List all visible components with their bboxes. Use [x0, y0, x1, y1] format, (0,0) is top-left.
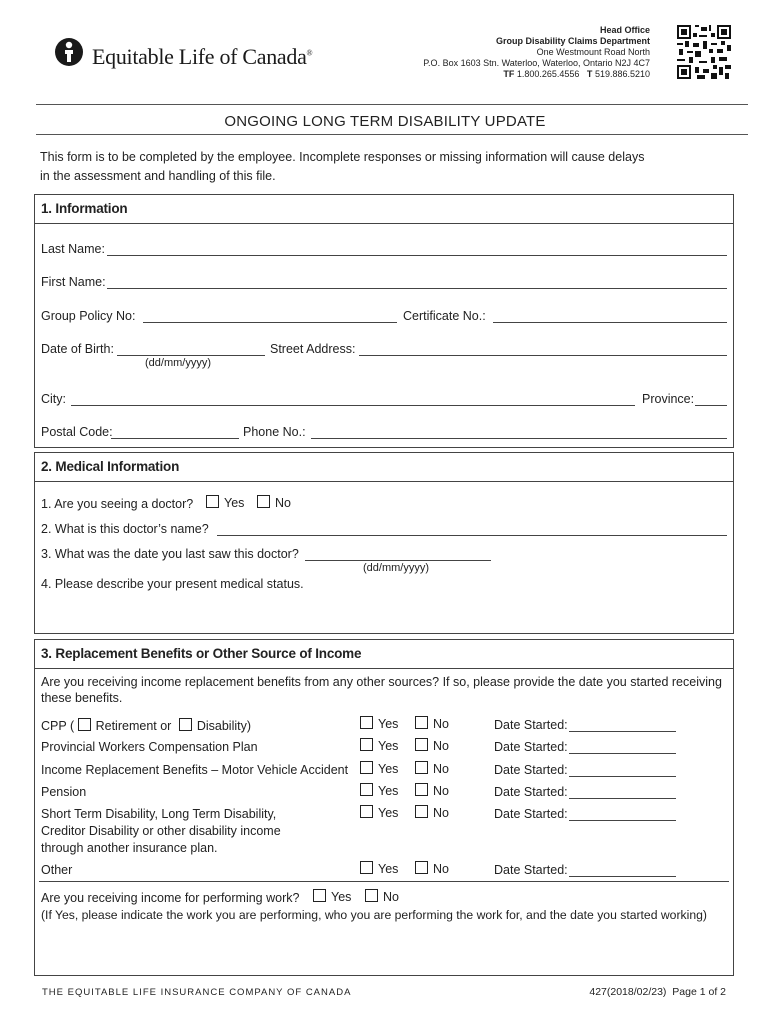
- certificate-field[interactable]: [493, 322, 727, 323]
- q4-label: 4. Please describe your present medical status.: [41, 577, 304, 591]
- cpp-no-checkbox[interactable]: [415, 716, 428, 729]
- footer-page-info: 427(2018/02/23) Page 1 of 2: [589, 986, 726, 998]
- motor-vehicle-no-checkbox[interactable]: [415, 761, 428, 774]
- section-2-title: 2. Medical Information: [41, 459, 180, 474]
- workers-comp-label: Provincial Workers Compensation Plan: [41, 740, 258, 754]
- pension-no-checkbox[interactable]: [415, 783, 428, 796]
- other-label: Other: [41, 863, 73, 877]
- other-date-started-label: Date Started:: [494, 863, 568, 877]
- province-field[interactable]: [695, 405, 727, 406]
- std-ltd-label-line2: Creditor Disability or other disability income: [41, 824, 281, 838]
- form-title: ONGOING LONG TERM DISABILITY UPDATE: [224, 113, 546, 130]
- pension-date-started-label: Date Started:: [494, 785, 568, 799]
- dob-field[interactable]: [117, 355, 265, 356]
- head-office-address: [423, 25, 650, 80]
- form-intro: This form is to be completed by the employee. Incomplete responses or missing information will cause delays in the assessment and handling of this file.: [40, 150, 645, 183]
- qr-code-icon: [677, 25, 731, 79]
- motor-vehicle-label: Income Replacement Benefits – Motor Vehicle Accident: [41, 763, 349, 777]
- work-yes-checkbox[interactable]: [313, 889, 326, 902]
- dob-label: Date of Birth:: [41, 342, 114, 356]
- phone-line: TF 1.800.265.4556 T 519.886.5210: [503, 69, 650, 79]
- q3-format-hint: (dd/mm/yyyy): [363, 562, 429, 574]
- workers-comp-date-field[interactable]: [569, 753, 676, 754]
- header-rule: [36, 104, 748, 105]
- city-label: City:: [41, 392, 66, 406]
- company-logo-text: Equitable Life of Canada®: [92, 44, 313, 69]
- cpp-date-field[interactable]: [569, 731, 676, 732]
- section-information: [34, 194, 734, 448]
- motor-vehicle-date-field[interactable]: [569, 776, 676, 777]
- street-address-field[interactable]: [359, 355, 727, 356]
- last-visit-date-field[interactable]: [305, 560, 491, 561]
- postal-code-label: Postal Code:: [41, 425, 113, 439]
- std-ltd-no-checkbox[interactable]: [415, 805, 428, 818]
- phone-field[interactable]: [311, 438, 727, 439]
- doctor-name-field[interactable]: [217, 535, 727, 536]
- work-note: (If Yes, please indicate the work you are performing, who you are performing the work for, and the date you started working): [41, 908, 707, 922]
- department-name: Group Disability Claims Department: [495, 36, 650, 46]
- address-line2: P.O. Box 1603 Stn. Waterloo, Waterloo, Ontario N2J 4C7: [423, 58, 650, 68]
- q1-yes-checkbox[interactable]: [206, 495, 219, 508]
- q3-label: 3. What was the date you last saw this doctor?: [41, 547, 299, 561]
- std-ltd-date-started-label: Date Started:: [494, 807, 568, 821]
- work-income-question: Are you receiving income for performing work?: [41, 891, 300, 905]
- postal-code-field[interactable]: [111, 438, 239, 439]
- q2-label: 2. What is this doctor’s name?: [41, 522, 209, 536]
- other-date-field[interactable]: [569, 876, 676, 877]
- street-address-label: Street Address:: [270, 342, 356, 356]
- workers-comp-date-started-label: Date Started:: [494, 740, 568, 754]
- std-ltd-label-line1: Short Term Disability, Long Term Disability,: [41, 807, 277, 821]
- certificate-label: Certificate No.:: [403, 309, 486, 323]
- address-line1: One Westmount Road North: [536, 47, 650, 57]
- motor-vehicle-date-started-label: Date Started:: [494, 763, 568, 777]
- workers-comp-yes-checkbox[interactable]: [360, 738, 373, 751]
- last-name-label: Last Name:: [41, 242, 105, 256]
- province-label: Province:: [642, 392, 695, 406]
- workers-comp-no-checkbox[interactable]: [415, 738, 428, 751]
- phone-label: Phone No.:: [243, 425, 306, 439]
- pension-date-field[interactable]: [569, 798, 676, 799]
- cpp-disability-checkbox[interactable]: [179, 718, 192, 731]
- section-3-intro-line2: these benefits.: [41, 691, 123, 705]
- title-rule: [36, 134, 748, 135]
- office-title: Head Office: [599, 25, 650, 35]
- other-no-checkbox[interactable]: [415, 861, 428, 874]
- cpp-yes-checkbox[interactable]: [360, 716, 373, 729]
- work-details-field[interactable]: [41, 928, 727, 972]
- dob-format-hint: (dd/mm/yyyy): [145, 357, 211, 369]
- section-3-intro-line1: Are you receiving income replacement benefits from any other sources? If so, please provide the date you started receiving: [41, 675, 722, 689]
- other-yes-checkbox[interactable]: [360, 861, 373, 874]
- equitable-logo-icon: [54, 37, 84, 67]
- footer-company: THE EQUITABLE LIFE INSURANCE COMPANY OF CANADA: [42, 987, 352, 998]
- cpp-label: CPP ( Retirement or Disability): [41, 719, 252, 733]
- std-ltd-label-line3: through another insurance plan.: [41, 841, 218, 855]
- section-replacement-benefits: 3. Replacement Benefits or Other Source of Income Are you receiving income replacement benefits from any other sources? If so, please provide the date you started receiving these benefits. CPP ( Retirement or Disability) Yes No Date Started: Provincial Workers Compensation Plan Yes No Date Started: Income Replacement Benefits – Motor Vehicle Accident Yes No Date Started: Pension Yes No Date Started: Short Term Disability, Long Term Disability, Creditor Disability or other disability income through another insurance plan. Yes No Date Started: Other Yes No Date Started: Are you receiving income for performing work? Yes No (If Yes, please indicate the work you are performing, who you are performing the work for, and the date you started working): [34, 639, 734, 976]
- std-ltd-date-field[interactable]: [569, 820, 676, 821]
- q1-label: 1. Are you seeing a doctor?: [41, 497, 194, 511]
- cpp-retirement-checkbox[interactable]: [78, 718, 91, 731]
- std-ltd-yes-checkbox[interactable]: [360, 805, 373, 818]
- first-name-label: First Name:: [41, 275, 106, 289]
- first-name-field[interactable]: [107, 288, 727, 289]
- section-3-title: 3. Replacement Benefits or Other Source of Income: [41, 646, 362, 661]
- cpp-date-started-label: Date Started:: [494, 718, 568, 732]
- city-field[interactable]: [71, 405, 635, 406]
- last-name-field[interactable]: [107, 255, 727, 256]
- section-1-title: 1. Information: [41, 201, 128, 216]
- pension-yes-checkbox[interactable]: [360, 783, 373, 796]
- group-policy-label: Group Policy No:: [41, 309, 136, 323]
- q1-no-checkbox[interactable]: [257, 495, 270, 508]
- work-no-checkbox[interactable]: [365, 889, 378, 902]
- pension-label: Pension: [41, 785, 87, 799]
- group-policy-field[interactable]: [143, 322, 397, 323]
- motor-vehicle-yes-checkbox[interactable]: [360, 761, 373, 774]
- section-medical-information: 2. Medical Information 1. Are you seeing a doctor? Yes No 2. What is this doctor’s name? 3. What was the date you last saw this doctor? (dd/mm/yyyy) 4. Please describe your present medical status.: [34, 452, 734, 634]
